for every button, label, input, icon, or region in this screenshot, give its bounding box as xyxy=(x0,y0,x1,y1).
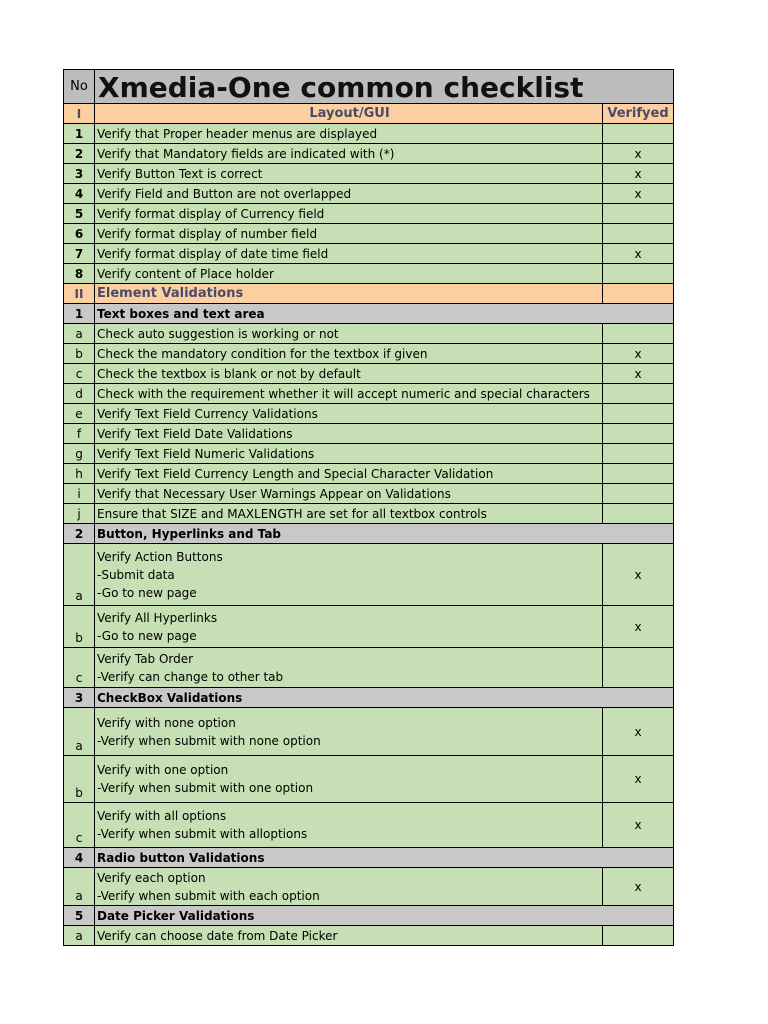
item-letter: f xyxy=(64,424,95,443)
checklist-row xyxy=(63,803,674,848)
item-text-line: Verify All Hyperlinks xyxy=(97,610,218,625)
checklist-row xyxy=(63,708,674,756)
title-row xyxy=(63,69,674,104)
item-letter: a xyxy=(64,926,95,945)
item-letter: a xyxy=(64,544,95,605)
checklist-row xyxy=(63,926,674,946)
section-verified-cell xyxy=(603,284,673,303)
item-text-line: Check the textbox is blank or not by default xyxy=(97,366,361,381)
group-label: Button, Hyperlinks and Tab xyxy=(97,526,282,541)
group-header xyxy=(63,688,674,708)
item-number: 6 xyxy=(64,224,95,243)
item-text-line: Verify Text Field Currency Length and Special Character Validation xyxy=(97,466,494,481)
verified-mark xyxy=(603,124,673,143)
item-text xyxy=(95,708,603,755)
verified-mark: x xyxy=(634,818,642,832)
checklist-row xyxy=(63,204,674,224)
verified-mark: x xyxy=(634,186,642,201)
layout-items xyxy=(63,124,674,284)
verified-mark: x xyxy=(634,619,642,634)
verified-mark xyxy=(603,504,673,523)
verified-mark xyxy=(603,424,673,443)
item-number: 8 xyxy=(64,264,95,283)
item-text: Verify Field and Button are not overlapped xyxy=(95,184,603,203)
item-text-line: -Verify when submit with each option xyxy=(97,888,320,903)
verified-mark xyxy=(603,926,673,945)
group-label: Text boxes and text area xyxy=(97,306,265,321)
checklist-row xyxy=(63,364,674,384)
page-title: Xmedia-One common checklist xyxy=(98,71,584,104)
item-number: 7 xyxy=(64,244,95,263)
group-number: 2 xyxy=(64,524,95,543)
group-label: Radio button Validations xyxy=(97,850,265,865)
group-verified-cell xyxy=(603,304,673,323)
item-text-line: Verify each option xyxy=(97,870,206,885)
group-verified-cell xyxy=(603,688,673,707)
item-text-line: Verify Action Buttons xyxy=(97,549,223,564)
checklist-row xyxy=(63,244,674,264)
item-text-line: Verify with none option xyxy=(97,715,236,730)
verified-mark: x xyxy=(634,567,642,582)
checklist-row xyxy=(63,164,674,184)
verified-mark xyxy=(603,464,673,483)
group-verified-cell xyxy=(603,906,673,925)
item-text xyxy=(95,444,603,463)
item-letter: c xyxy=(64,364,95,383)
item-letter: h xyxy=(64,464,95,483)
checklist-row xyxy=(63,868,674,906)
section-label: Element Validations xyxy=(95,284,603,303)
verified-mark xyxy=(603,648,673,687)
item-text xyxy=(95,344,603,363)
item-letter: a xyxy=(64,868,95,905)
item-text-line: -Verify when submit with one option xyxy=(97,781,314,795)
item-letter: g xyxy=(64,444,95,463)
item-text: Verify format display of Currency field xyxy=(95,204,603,223)
checklist-row xyxy=(63,756,674,803)
section-number: II xyxy=(64,284,95,303)
item-text-line: Verify Text Field Currency Validations xyxy=(97,406,318,421)
checklist-row xyxy=(63,606,674,648)
group-number: 4 xyxy=(64,848,95,867)
item-text-line: -Submit data xyxy=(97,567,175,582)
item-text: Verify that Proper header menus are displayed xyxy=(95,124,603,143)
section-header-layout xyxy=(63,104,674,124)
section-number: I xyxy=(64,104,95,123)
item-letter: c xyxy=(64,648,95,687)
verified-header: Verifyed xyxy=(607,106,669,121)
item-number: 3 xyxy=(64,164,95,183)
item-text xyxy=(95,504,603,523)
item-letter: e xyxy=(64,404,95,423)
verified-mark xyxy=(603,444,673,463)
item-letter: b xyxy=(64,344,95,363)
item-text: Verify Button Text is correct xyxy=(95,164,603,183)
checklist-row xyxy=(63,504,674,524)
no-header: No xyxy=(64,70,95,103)
group-number: 5 xyxy=(64,906,95,925)
checklist-row xyxy=(63,264,674,284)
item-text xyxy=(95,606,603,647)
verified-mark xyxy=(603,264,673,283)
checklist-sheet xyxy=(63,69,674,946)
checklist-row xyxy=(63,544,674,606)
checklist-row xyxy=(63,384,674,404)
item-text xyxy=(95,324,603,343)
item-text-line: Ensure that SIZE and MAXLENGTH are set for all textbox controls xyxy=(97,506,487,521)
item-text xyxy=(95,464,603,483)
verified-mark: x xyxy=(634,246,642,261)
group-label: Date Picker Validations xyxy=(97,908,255,923)
verified-mark xyxy=(603,384,673,403)
item-text xyxy=(95,484,603,503)
item-text-line: -Verify when submit with none option xyxy=(97,733,321,748)
item-letter: c xyxy=(64,803,95,847)
group-number: 3 xyxy=(64,688,95,707)
item-text-line: -Go to new page xyxy=(97,628,197,643)
verified-mark: x xyxy=(634,724,642,739)
item-letter: d xyxy=(64,384,95,403)
item-text-line: Verify Tab Order xyxy=(97,651,194,666)
group-header xyxy=(63,848,674,868)
item-text-line: Verify that Necessary User Warnings Appear on Validations xyxy=(97,486,451,501)
item-letter: j xyxy=(64,504,95,523)
item-text xyxy=(95,384,603,403)
item-text xyxy=(95,648,603,687)
group-header xyxy=(63,524,674,544)
item-text xyxy=(95,756,603,802)
item-text xyxy=(95,544,603,605)
element-groups xyxy=(63,304,674,946)
item-text xyxy=(95,926,603,945)
item-number: 5 xyxy=(64,204,95,223)
checklist-row xyxy=(63,344,674,364)
checklist-row xyxy=(63,144,674,164)
item-number: 4 xyxy=(64,184,95,203)
item-text: Verify format display of date time field xyxy=(95,244,603,263)
item-text-line: -Verify when submit with alloptions xyxy=(97,827,308,841)
group-label: CheckBox Validations xyxy=(97,690,243,705)
verified-mark xyxy=(603,204,673,223)
item-text-line: -Verify can change to other tab xyxy=(97,669,284,684)
checklist-row xyxy=(63,444,674,464)
verified-mark: x xyxy=(634,879,642,894)
item-text xyxy=(95,868,603,905)
item-letter: a xyxy=(64,324,95,343)
item-text-line: -Go to new page xyxy=(97,585,197,600)
item-text-line: Check the mandatory condition for the textbox if given xyxy=(97,346,428,361)
checklist-row xyxy=(63,184,674,204)
item-text xyxy=(95,404,603,423)
checklist-row xyxy=(63,484,674,504)
item-text: Verify content of Place holder xyxy=(95,264,603,283)
section-header-elements xyxy=(63,284,674,304)
section-label: Layout/GUI xyxy=(95,104,603,123)
checklist-row xyxy=(63,424,674,444)
checklist-row xyxy=(63,648,674,688)
item-text-line: Verify with all options xyxy=(97,809,227,823)
item-text: Verify that Mandatory fields are indicated with (*) xyxy=(95,144,603,163)
checklist-row xyxy=(63,324,674,344)
group-verified-cell xyxy=(603,848,673,867)
item-text: Verify format display of number field xyxy=(95,224,603,243)
group-header xyxy=(63,304,674,324)
item-number: 1 xyxy=(64,124,95,143)
group-number: 1 xyxy=(64,304,95,323)
checklist-row xyxy=(63,404,674,424)
item-text-line: Verify Text Field Numeric Validations xyxy=(97,446,315,461)
verified-mark xyxy=(603,324,673,343)
verified-mark: x xyxy=(634,146,642,161)
item-text-line: Verify Text Field Date Validations xyxy=(97,426,293,441)
item-text xyxy=(95,424,603,443)
item-text-line: Check with the requirement whether it will accept numeric and special characters xyxy=(97,386,590,401)
checklist-row xyxy=(63,464,674,484)
checklist-row xyxy=(63,124,674,144)
item-text-line: Verify with one option xyxy=(97,763,229,777)
item-letter: b xyxy=(64,606,95,647)
item-text-line: Verify can choose date from Date Picker xyxy=(97,928,338,943)
verified-mark: x xyxy=(634,166,642,181)
item-text xyxy=(95,803,603,847)
verified-mark: x xyxy=(634,346,642,361)
item-letter: a xyxy=(64,708,95,755)
item-letter: i xyxy=(64,484,95,503)
checklist-row xyxy=(63,224,674,244)
group-header xyxy=(63,906,674,926)
verified-mark: x xyxy=(634,366,642,381)
verified-mark xyxy=(603,484,673,503)
group-verified-cell xyxy=(603,524,673,543)
item-letter: b xyxy=(64,756,95,802)
verified-mark xyxy=(603,224,673,243)
item-text xyxy=(95,364,603,383)
item-number: 2 xyxy=(64,144,95,163)
item-text-line: Check auto suggestion is working or not xyxy=(97,326,339,341)
verified-mark xyxy=(603,404,673,423)
verified-mark: x xyxy=(634,772,642,786)
